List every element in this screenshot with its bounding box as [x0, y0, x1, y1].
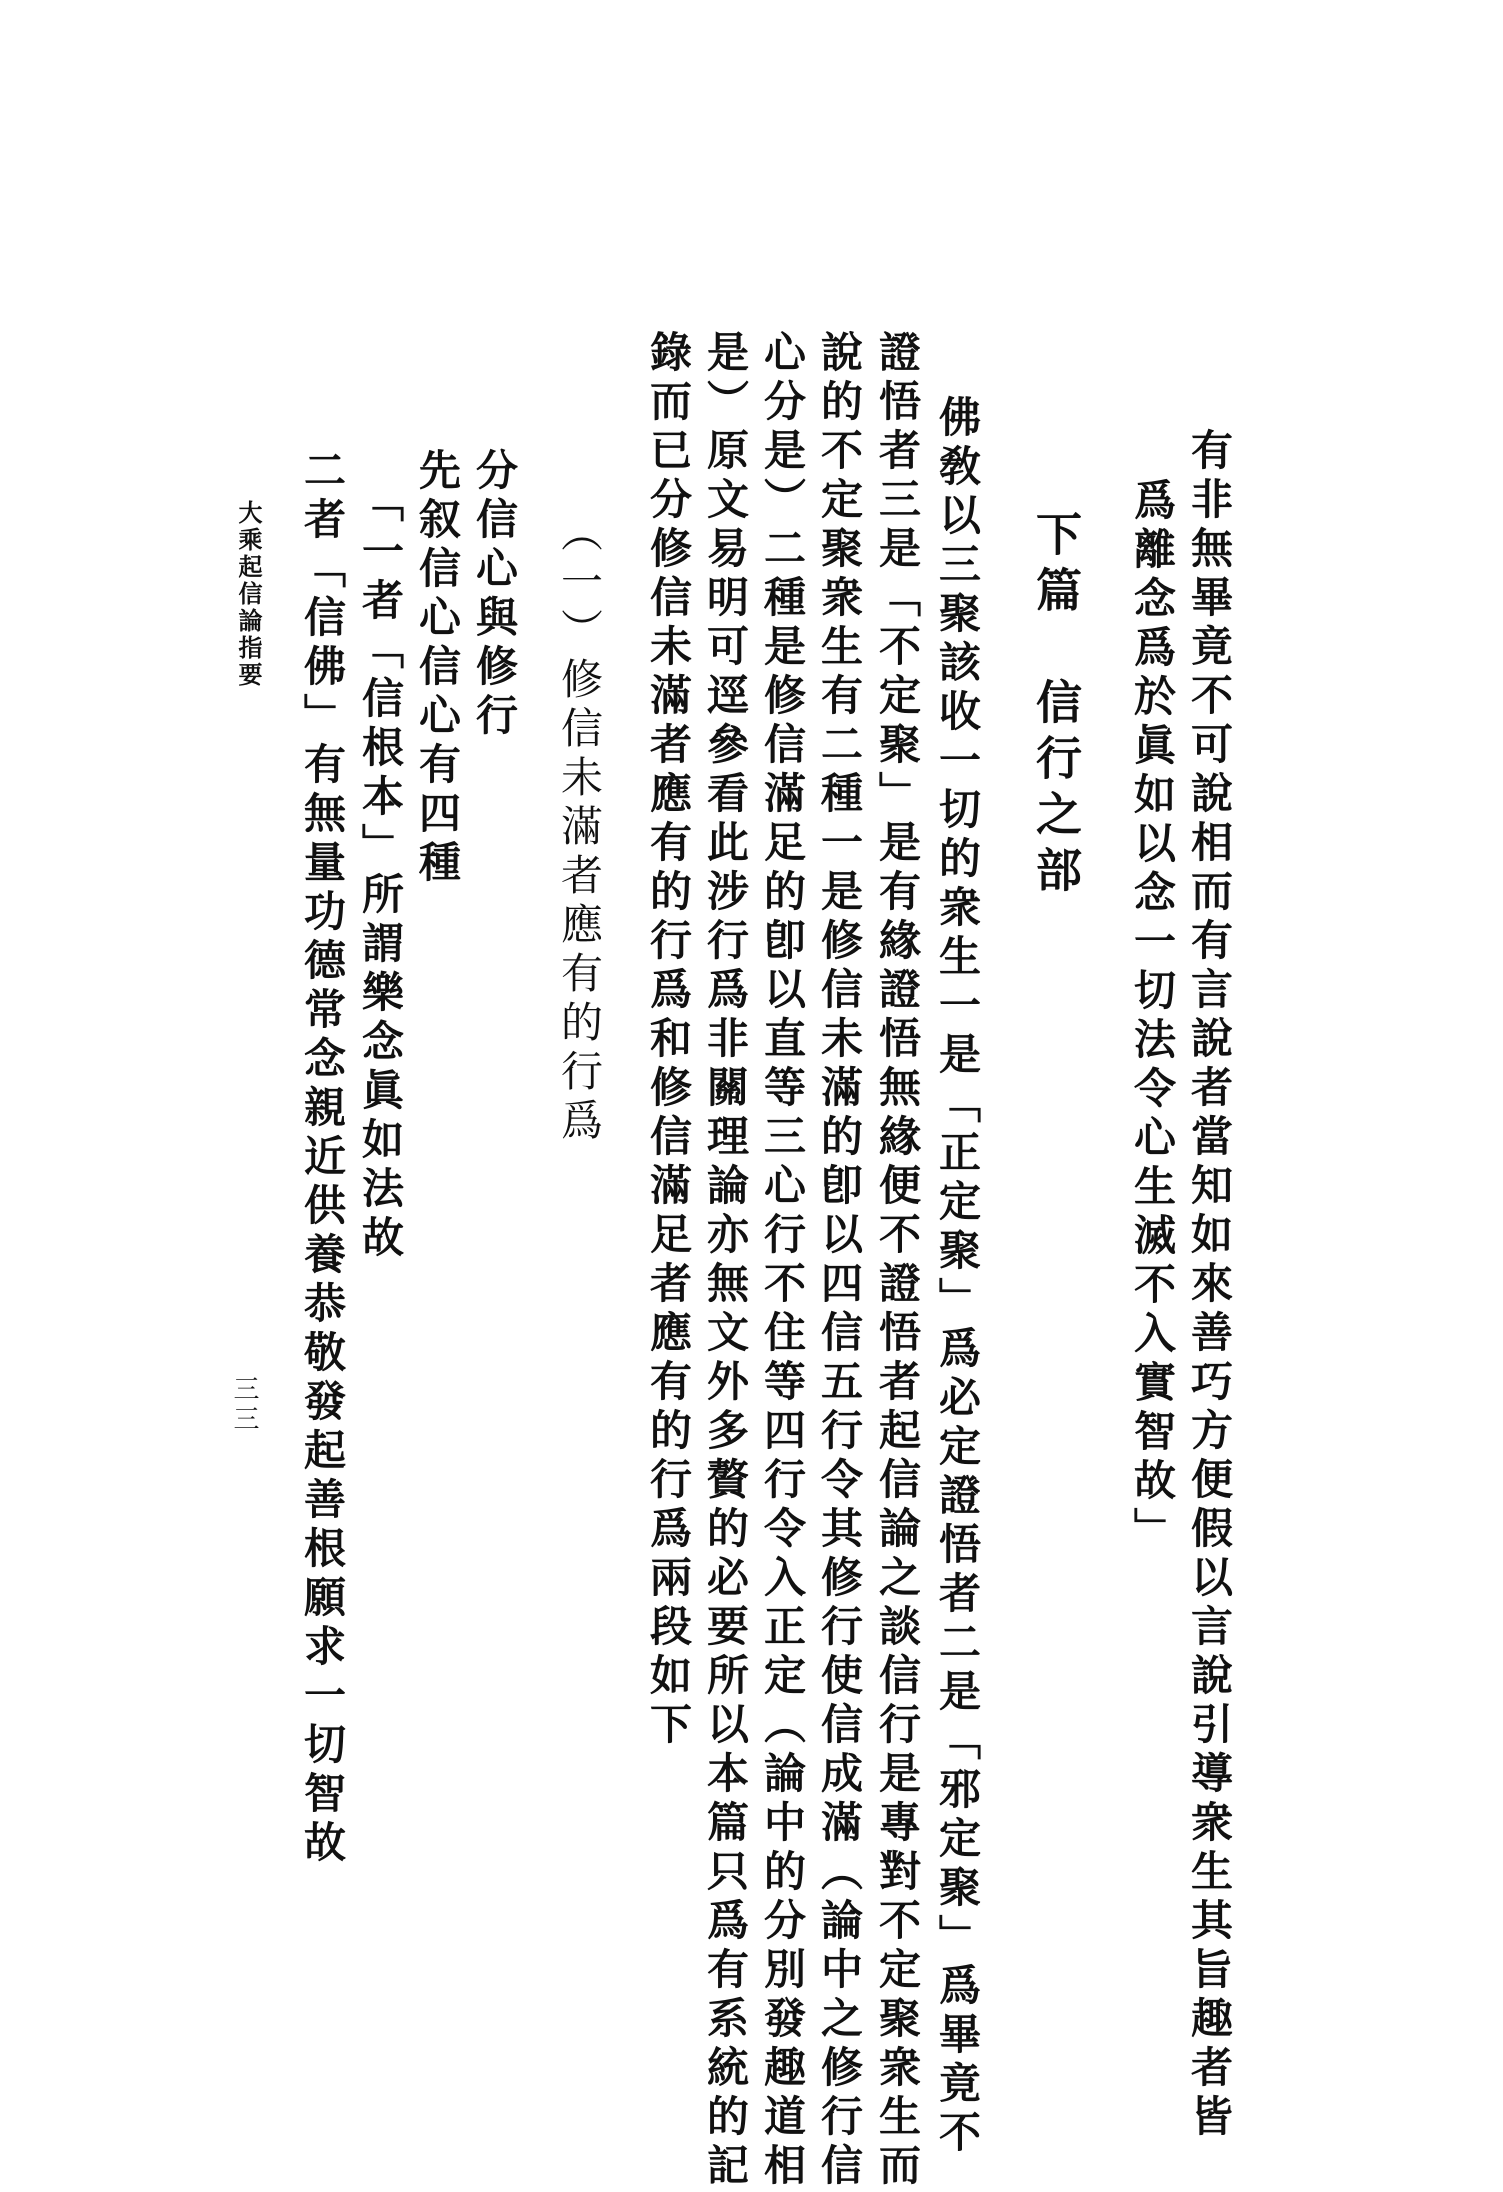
text-column-4: 證悟者三是「不定聚」是有緣證悟無緣便不證悟者起信論之談信行是專對不定聚衆生而 — [873, 330, 922, 2192]
text-column-5: 說的不定聚衆生有二種一是修信未滿的卽以四信五行令其修行使信成滿（論中之修行信 — [815, 330, 864, 2192]
text-column-10: 先叙信心信心有四種 — [413, 448, 462, 889]
text-column-9: 分信心與修行 — [470, 448, 519, 742]
text-column-7: 是）原文易明可逕參看此涉行爲非關理論亦無文外多贅的必要所以本篇只爲有系統的記 — [701, 330, 750, 2192]
text-column-1: 有非無畢竟不可說相而有言說者當知如來善巧方便假以言說引導衆生其旨趣者皆 — [1185, 428, 1234, 2143]
text-column-11: 「一者「信根本」所謂樂念眞如法故 — [356, 480, 405, 1264]
text-column-6: 心分是）二種是修信滿足的卽以直等三心行不住等四行令入正定（論中的分別發趣道相 — [758, 330, 807, 2192]
running-header: 大乘起信論指要 — [234, 500, 263, 689]
text-column-8: 錄而已分修信未滿者應有的行爲和修信滿足者應有的行爲兩段如下 — [644, 330, 693, 1751]
page-number: 三三 — [229, 1375, 259, 1435]
text-column-2: 爲離念爲於眞如以念一切法令心生滅不入實智故」 — [1128, 478, 1177, 1556]
section-heading: 下篇 信行之部 — [1029, 510, 1083, 902]
text-column-12: 二者「信佛」有無量功德常念親近供養恭敬發起善根願求一切智故 — [298, 448, 347, 1869]
text-column-3: 佛敎以三聚該收一切的衆生一是「正定聚」爲必定證悟者二是「邪定聚」爲畢竟不 — [933, 395, 982, 2159]
subsection-heading: （一）修信未滿者應有的行爲 — [555, 510, 604, 1147]
